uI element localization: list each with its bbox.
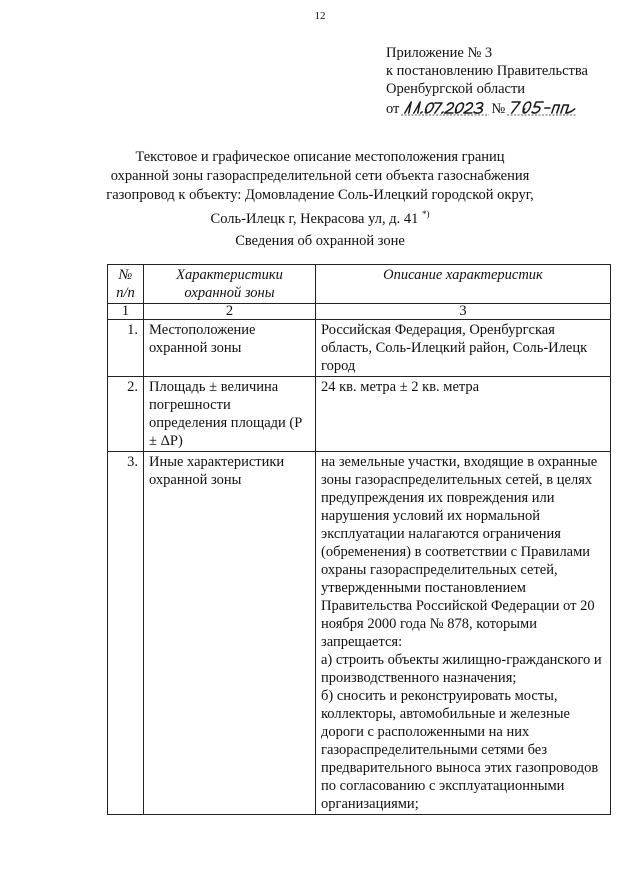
row-description: 24 кв. метра ± 2 кв. метра — [316, 377, 611, 452]
title-line-2: охранной зоны газораспределительной сети объекта газоснабжения — [110, 168, 530, 184]
column-number-1: 1 — [108, 304, 144, 320]
table-row — [108, 320, 611, 377]
restriction-item-b: б) сносить и реконструировать мосты, коллекторы, автомобильные и железные дороги с расположенными на них газораспределительными сетями без предварительного выноса этих газопроводов по согласованию с эксплуатационными организациями; — [321, 688, 599, 812]
appendix-resolution-ref: к постановлению Правительства — [386, 63, 588, 79]
appendix-title: Приложение № 3 — [386, 45, 493, 61]
restrictions-intro: на земельные участки, входящие в охранные зоны газораспределительных сетей, в целях предупреждения их повреждения или нарушения условий их нормальной эксплуатации налагаются ограничения (обременения) в соответствии с Правилами охраны газораспределительных сетей, утвержденными постановлением Правительства Российской Федерации от 20 ноября 2000 года № 878, которыми запрещается: — [321, 454, 598, 650]
section-subtitle: Сведения об охранной зоне — [235, 233, 405, 249]
table-header-row — [108, 265, 611, 304]
title-line-1: Текстовое и графическое описание местоположения границ — [135, 149, 505, 165]
row-characteristic: Иные характеристики охранной зоны — [144, 452, 316, 815]
row-description: Российская Федерация, Оренбургская область, Соль-Илецкий район, Соль-Илецк город — [316, 320, 611, 377]
number-sign: № — [491, 101, 506, 117]
appendix-block — [386, 44, 636, 118]
column-number-3: 3 — [316, 304, 611, 320]
handwritten-number — [505, 98, 579, 118]
column-number-2: 2 — [144, 304, 316, 320]
column-number-row — [108, 304, 611, 320]
appendix-region: Оренбургской области — [386, 81, 526, 97]
table-row — [108, 377, 611, 452]
row-number: 2. — [108, 377, 144, 452]
footnote-mark: *) — [421, 209, 430, 219]
page-number: 12 — [314, 10, 326, 22]
protection-zone-table — [107, 264, 611, 815]
header-number: № п/п — [108, 265, 144, 304]
title-line-4 — [60, 205, 580, 229]
table-row — [108, 452, 611, 815]
row-characteristic: Местоположение охранной зоны — [144, 320, 316, 377]
title-line-3: газопровод к объекту: Домовладение Соль-Илецкий городской округ, — [106, 187, 534, 203]
row-number: 1. — [108, 320, 144, 377]
title-address: Соль-Илецк г, Некрасова ул, д. 41 — [210, 211, 419, 227]
row-description — [316, 452, 611, 815]
header-characteristics: Характеристики охранной зоны — [144, 265, 316, 304]
row-characteristic: Площадь ± величина погрешности определения площади (P ± ΔP) — [144, 377, 316, 452]
header-description: Описание характеристик — [316, 265, 611, 304]
document-title — [60, 148, 580, 229]
appendix-date-line — [386, 98, 636, 118]
row-number: 3. — [108, 452, 144, 815]
handwritten-date — [399, 98, 491, 118]
restriction-item-a: а) строить объекты жилищно-гражданского и производственного назначения; — [321, 652, 602, 686]
date-prefix: от — [386, 101, 400, 117]
